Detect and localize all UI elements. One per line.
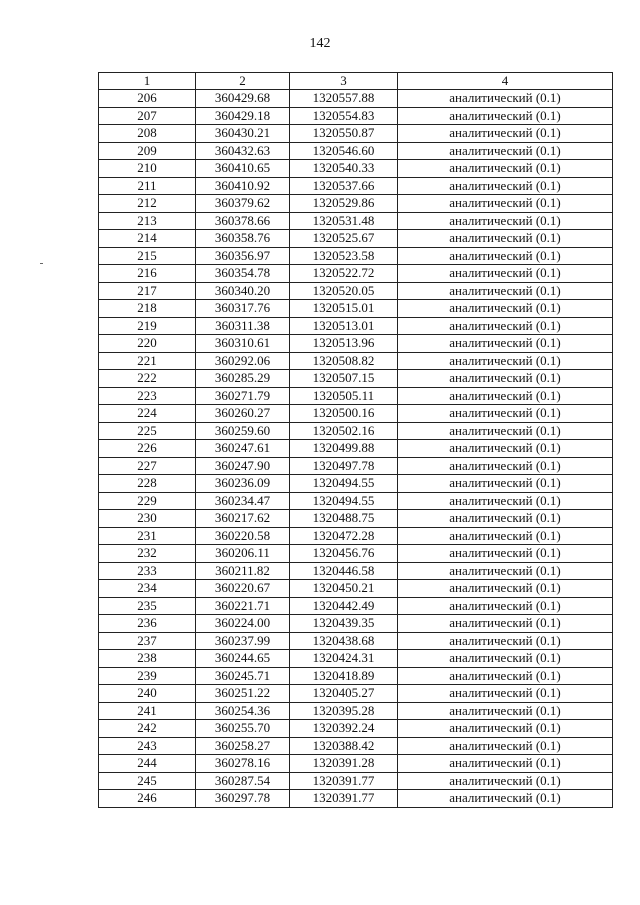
x-coordinate-cell: 360251.22	[196, 685, 290, 703]
x-coordinate-cell: 360220.58	[196, 527, 290, 545]
y-coordinate-cell: 1320546.60	[290, 142, 398, 160]
x-coordinate-cell: 360297.78	[196, 790, 290, 808]
y-coordinate-cell: 1320499.88	[290, 440, 398, 458]
table-row	[99, 177, 613, 195]
table-header	[99, 73, 613, 90]
point-number-cell: 207	[99, 107, 196, 125]
table-row	[99, 720, 613, 738]
table-row	[99, 142, 613, 160]
page-number: 142	[309, 36, 331, 51]
y-coordinate-cell: 1320438.68	[290, 632, 398, 650]
method-cell: аналитический (0.1)	[398, 422, 613, 440]
y-coordinate-cell: 1320392.24	[290, 720, 398, 738]
y-coordinate-cell: 1320472.28	[290, 527, 398, 545]
method-cell: аналитический (0.1)	[398, 230, 613, 248]
method-cell: аналитический (0.1)	[398, 527, 613, 545]
table-row	[99, 510, 613, 528]
x-coordinate-cell: 360430.21	[196, 125, 290, 143]
point-number-cell: 232	[99, 545, 196, 563]
method-cell: аналитический (0.1)	[398, 352, 613, 370]
method-cell: аналитический (0.1)	[398, 387, 613, 405]
method-cell: аналитический (0.1)	[398, 247, 613, 265]
x-coordinate-cell: 360259.60	[196, 422, 290, 440]
point-number-cell: 230	[99, 510, 196, 528]
table-row	[99, 702, 613, 720]
y-coordinate-cell: 1320439.35	[290, 615, 398, 633]
point-number-cell: 231	[99, 527, 196, 545]
table-row	[99, 387, 613, 405]
y-coordinate-cell: 1320554.83	[290, 107, 398, 125]
method-cell: аналитический (0.1)	[398, 475, 613, 493]
table-row	[99, 212, 613, 230]
y-coordinate-cell: 1320494.55	[290, 475, 398, 493]
method-cell: аналитический (0.1)	[398, 440, 613, 458]
point-number-cell: 242	[99, 720, 196, 738]
table-body	[99, 90, 613, 808]
x-coordinate-cell: 360260.27	[196, 405, 290, 423]
x-coordinate-cell: 360247.61	[196, 440, 290, 458]
coordinates-table	[98, 72, 613, 808]
method-cell: аналитический (0.1)	[398, 457, 613, 475]
table-row	[99, 562, 613, 580]
y-coordinate-cell: 1320395.28	[290, 702, 398, 720]
point-number-cell: 236	[99, 615, 196, 633]
method-cell: аналитический (0.1)	[398, 685, 613, 703]
method-cell: аналитический (0.1)	[398, 265, 613, 283]
y-coordinate-cell: 1320497.78	[290, 457, 398, 475]
y-coordinate-cell: 1320525.67	[290, 230, 398, 248]
method-cell: аналитический (0.1)	[398, 562, 613, 580]
x-coordinate-cell: 360429.18	[196, 107, 290, 125]
header-cell-method: 4	[398, 73, 613, 90]
point-number-cell: 240	[99, 685, 196, 703]
point-number-cell: 215	[99, 247, 196, 265]
point-number-cell: 211	[99, 177, 196, 195]
y-coordinate-cell: 1320508.82	[290, 352, 398, 370]
y-coordinate-cell: 1320507.15	[290, 370, 398, 388]
y-coordinate-cell: 1320500.16	[290, 405, 398, 423]
table-row	[99, 107, 613, 125]
x-coordinate-cell: 360317.76	[196, 300, 290, 318]
y-coordinate-cell: 1320418.89	[290, 667, 398, 685]
method-cell: аналитический (0.1)	[398, 580, 613, 598]
method-cell: аналитический (0.1)	[398, 720, 613, 738]
x-coordinate-cell: 360410.92	[196, 177, 290, 195]
x-coordinate-cell: 360310.61	[196, 335, 290, 353]
point-number-cell: 222	[99, 370, 196, 388]
point-number-cell: 224	[99, 405, 196, 423]
header-cell-y: 3	[290, 73, 398, 90]
x-coordinate-cell: 360285.29	[196, 370, 290, 388]
point-number-cell: 223	[99, 387, 196, 405]
method-cell: аналитический (0.1)	[398, 737, 613, 755]
x-coordinate-cell: 360245.71	[196, 667, 290, 685]
method-cell: аналитический (0.1)	[398, 212, 613, 230]
point-number-cell: 216	[99, 265, 196, 283]
table-row	[99, 370, 613, 388]
table-row	[99, 790, 613, 808]
table-row	[99, 527, 613, 545]
x-coordinate-cell: 360255.70	[196, 720, 290, 738]
point-number-cell: 221	[99, 352, 196, 370]
y-coordinate-cell: 1320388.42	[290, 737, 398, 755]
stray-mark	[40, 263, 43, 264]
method-cell: аналитический (0.1)	[398, 492, 613, 510]
x-coordinate-cell: 360244.65	[196, 650, 290, 668]
x-coordinate-cell: 360221.71	[196, 597, 290, 615]
point-number-cell: 212	[99, 195, 196, 213]
table-row	[99, 335, 613, 353]
point-number-cell: 206	[99, 90, 196, 108]
x-coordinate-cell: 360234.47	[196, 492, 290, 510]
y-coordinate-cell: 1320456.76	[290, 545, 398, 563]
table-row	[99, 597, 613, 615]
method-cell: аналитический (0.1)	[398, 300, 613, 318]
header-row	[99, 73, 613, 90]
y-coordinate-cell: 1320531.48	[290, 212, 398, 230]
point-number-cell: 237	[99, 632, 196, 650]
x-coordinate-cell: 360410.65	[196, 160, 290, 178]
x-coordinate-cell: 360287.54	[196, 772, 290, 790]
header-cell-x: 2	[196, 73, 290, 90]
point-number-cell: 218	[99, 300, 196, 318]
point-number-cell: 239	[99, 667, 196, 685]
y-coordinate-cell: 1320523.58	[290, 247, 398, 265]
y-coordinate-cell: 1320442.49	[290, 597, 398, 615]
x-coordinate-cell: 360247.90	[196, 457, 290, 475]
y-coordinate-cell: 1320513.01	[290, 317, 398, 335]
point-number-cell: 229	[99, 492, 196, 510]
method-cell: аналитический (0.1)	[398, 370, 613, 388]
table-row	[99, 457, 613, 475]
x-coordinate-cell: 360432.63	[196, 142, 290, 160]
y-coordinate-cell: 1320405.27	[290, 685, 398, 703]
table-row	[99, 265, 613, 283]
table-row	[99, 422, 613, 440]
x-coordinate-cell: 360278.16	[196, 755, 290, 773]
method-cell: аналитический (0.1)	[398, 545, 613, 563]
y-coordinate-cell: 1320540.33	[290, 160, 398, 178]
method-cell: аналитический (0.1)	[398, 510, 613, 528]
y-coordinate-cell: 1320488.75	[290, 510, 398, 528]
point-number-cell: 208	[99, 125, 196, 143]
x-coordinate-cell: 360292.06	[196, 352, 290, 370]
header-cell-point-number: 1	[99, 73, 196, 90]
y-coordinate-cell: 1320515.01	[290, 300, 398, 318]
x-coordinate-cell: 360340.20	[196, 282, 290, 300]
x-coordinate-cell: 360220.67	[196, 580, 290, 598]
point-number-cell: 234	[99, 580, 196, 598]
table-row	[99, 300, 613, 318]
x-coordinate-cell: 360311.38	[196, 317, 290, 335]
y-coordinate-cell: 1320424.31	[290, 650, 398, 668]
point-number-cell: 226	[99, 440, 196, 458]
table-row	[99, 247, 613, 265]
point-number-cell: 227	[99, 457, 196, 475]
y-coordinate-cell: 1320522.72	[290, 265, 398, 283]
y-coordinate-cell: 1320537.66	[290, 177, 398, 195]
table-row	[99, 650, 613, 668]
table-row	[99, 737, 613, 755]
point-number-cell: 243	[99, 737, 196, 755]
method-cell: аналитический (0.1)	[398, 650, 613, 668]
method-cell: аналитический (0.1)	[398, 177, 613, 195]
method-cell: аналитический (0.1)	[398, 107, 613, 125]
method-cell: аналитический (0.1)	[398, 632, 613, 650]
y-coordinate-cell: 1320529.86	[290, 195, 398, 213]
point-number-cell: 241	[99, 702, 196, 720]
method-cell: аналитический (0.1)	[398, 772, 613, 790]
point-number-cell: 225	[99, 422, 196, 440]
table-row	[99, 317, 613, 335]
y-coordinate-cell: 1320446.58	[290, 562, 398, 580]
x-coordinate-cell: 360271.79	[196, 387, 290, 405]
x-coordinate-cell: 360429.68	[196, 90, 290, 108]
point-number-cell: 219	[99, 317, 196, 335]
method-cell: аналитический (0.1)	[398, 142, 613, 160]
point-number-cell: 238	[99, 650, 196, 668]
method-cell: аналитический (0.1)	[398, 125, 613, 143]
y-coordinate-cell: 1320502.16	[290, 422, 398, 440]
table-row	[99, 440, 613, 458]
point-number-cell: 233	[99, 562, 196, 580]
table-row	[99, 230, 613, 248]
table-row	[99, 755, 613, 773]
method-cell: аналитический (0.1)	[398, 90, 613, 108]
x-coordinate-cell: 360379.62	[196, 195, 290, 213]
x-coordinate-cell: 360356.97	[196, 247, 290, 265]
table-row	[99, 475, 613, 493]
y-coordinate-cell: 1320505.11	[290, 387, 398, 405]
method-cell: аналитический (0.1)	[398, 790, 613, 808]
x-coordinate-cell: 360211.82	[196, 562, 290, 580]
table-row	[99, 580, 613, 598]
method-cell: аналитический (0.1)	[398, 597, 613, 615]
x-coordinate-cell: 360354.78	[196, 265, 290, 283]
method-cell: аналитический (0.1)	[398, 615, 613, 633]
x-coordinate-cell: 360237.99	[196, 632, 290, 650]
point-number-cell: 213	[99, 212, 196, 230]
table-row	[99, 405, 613, 423]
table-row	[99, 615, 613, 633]
y-coordinate-cell: 1320391.77	[290, 772, 398, 790]
x-coordinate-cell: 360378.66	[196, 212, 290, 230]
point-number-cell: 210	[99, 160, 196, 178]
x-coordinate-cell: 360236.09	[196, 475, 290, 493]
table-row	[99, 195, 613, 213]
method-cell: аналитический (0.1)	[398, 335, 613, 353]
method-cell: аналитический (0.1)	[398, 160, 613, 178]
point-number-cell: 244	[99, 755, 196, 773]
point-number-cell: 245	[99, 772, 196, 790]
y-coordinate-cell: 1320391.77	[290, 790, 398, 808]
method-cell: аналитический (0.1)	[398, 195, 613, 213]
table-row	[99, 160, 613, 178]
y-coordinate-cell: 1320520.05	[290, 282, 398, 300]
x-coordinate-cell: 360358.76	[196, 230, 290, 248]
x-coordinate-cell: 360254.36	[196, 702, 290, 720]
table-row	[99, 352, 613, 370]
table-row	[99, 632, 613, 650]
method-cell: аналитический (0.1)	[398, 667, 613, 685]
y-coordinate-cell: 1320450.21	[290, 580, 398, 598]
y-coordinate-cell: 1320494.55	[290, 492, 398, 510]
table-row	[99, 282, 613, 300]
y-coordinate-cell: 1320513.96	[290, 335, 398, 353]
point-number-cell: 220	[99, 335, 196, 353]
table-row	[99, 667, 613, 685]
y-coordinate-cell: 1320557.88	[290, 90, 398, 108]
table-row	[99, 545, 613, 563]
y-coordinate-cell: 1320391.28	[290, 755, 398, 773]
table-row	[99, 492, 613, 510]
point-number-cell: 246	[99, 790, 196, 808]
table-row	[99, 90, 613, 108]
method-cell: аналитический (0.1)	[398, 405, 613, 423]
method-cell: аналитический (0.1)	[398, 282, 613, 300]
method-cell: аналитический (0.1)	[398, 755, 613, 773]
y-coordinate-cell: 1320550.87	[290, 125, 398, 143]
method-cell: аналитический (0.1)	[398, 317, 613, 335]
point-number-cell: 214	[99, 230, 196, 248]
x-coordinate-cell: 360217.62	[196, 510, 290, 528]
point-number-cell: 217	[99, 282, 196, 300]
x-coordinate-cell: 360258.27	[196, 737, 290, 755]
point-number-cell: 209	[99, 142, 196, 160]
table-row	[99, 125, 613, 143]
point-number-cell: 228	[99, 475, 196, 493]
table-row	[99, 685, 613, 703]
x-coordinate-cell: 360206.11	[196, 545, 290, 563]
point-number-cell: 235	[99, 597, 196, 615]
table-row	[99, 772, 613, 790]
method-cell: аналитический (0.1)	[398, 702, 613, 720]
x-coordinate-cell: 360224.00	[196, 615, 290, 633]
